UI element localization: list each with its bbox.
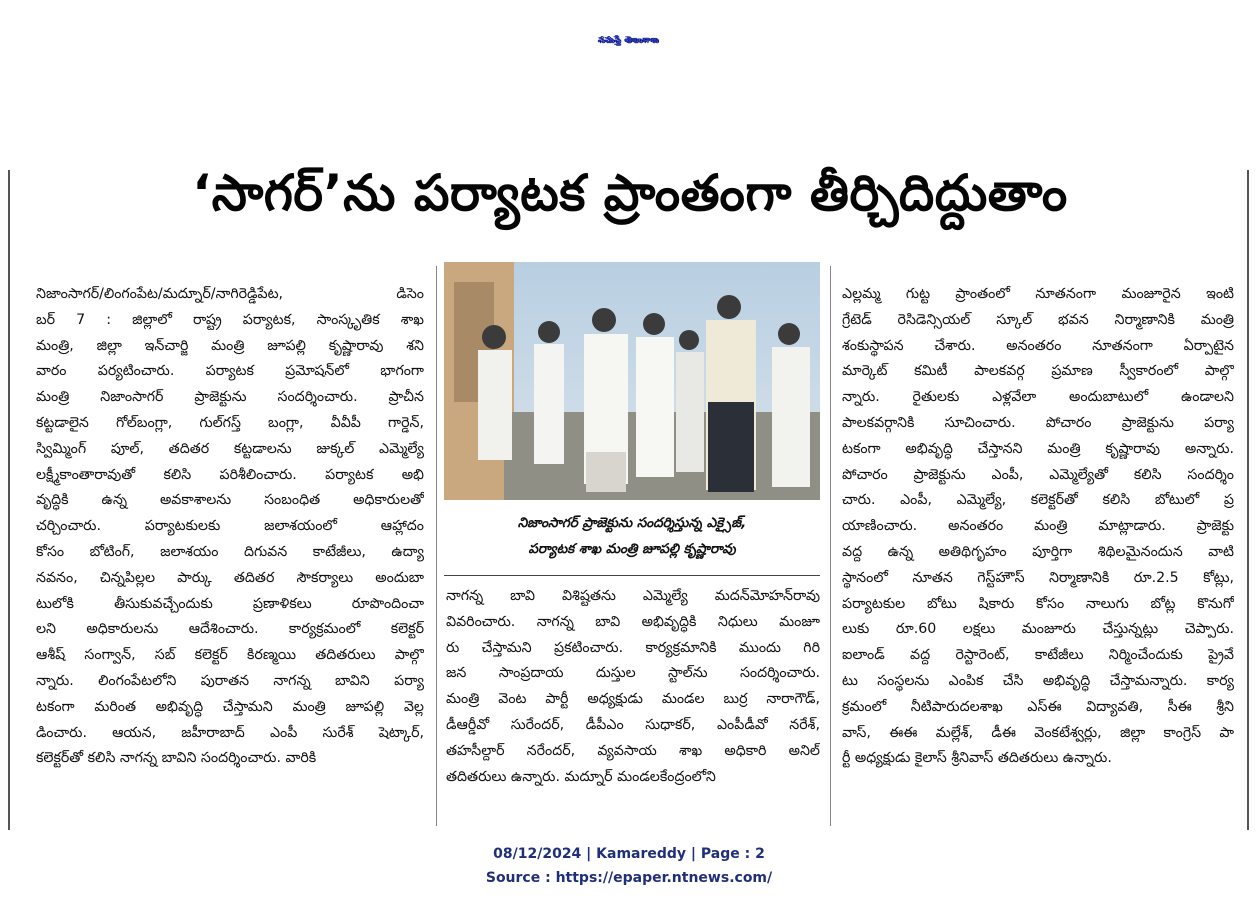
article-text-line: లని అధికారులను ఆదేశించారు. కార్యక్రమంలో కలెక్టర్ (36, 621, 424, 638)
column-divider (436, 266, 437, 826)
article-text-line: బర్ 7 : జిల్లాలో రాష్ట్ర పర్యాటక, సాంస్కృతిక శాఖ (36, 311, 424, 328)
source-link[interactable]: Source : https://epaper.ntnews.com/ (485, 870, 773, 886)
article-text-line: నిజాంసాగర్/లింగంపేట/మద్నూర్/నాగిరెడ్డిపేట, డిసెం (36, 286, 424, 302)
article-text-line: మంత్రి, జిల్లా ఇన్‌చార్జి మంత్రి జూపల్లి కృష్ణారావు శని (36, 337, 424, 354)
article-column-middle (446, 584, 820, 790)
photo-caption-line-1: నిజాంసాగర్ ప్రాజెక్టును సందర్శిస్తున్న ఎక్సైజ్, (517, 515, 747, 531)
article-photo (444, 262, 820, 500)
article-text-line: నవనం, చిన్నపిల్లల పార్కు తదితర సౌకర్యాలు అందుబా (36, 569, 424, 586)
page-border-right (1247, 170, 1249, 830)
article-text-line: న్నారు. లింగంపేటలోని పురాతన నాగన్న బావిని పర్యా (36, 672, 424, 689)
article-text-line: వివరించారు. నాగన్న బావి అభివృద్ధికి నిధులు మంజూ (446, 613, 820, 630)
article-text-line: జన సాంప్రదాయ దుస్తుల స్టాల్‌ను సందర్శించారు. (446, 665, 820, 682)
article-text-line: స్థానంలో నూతన గెస్ట్‌హౌస్ నిర్మాణానికి రూ.2.5 కోట్లు, (842, 569, 1234, 586)
article-text-line: డించారు. ఆయన, జహీరాబాద్ ఎంపీ సురేశ్ షెట్కార్, (36, 724, 424, 741)
article-text-line: కలెక్టర్‌తో కలిసి నాగన్న బావిని సందర్శించారు. వారికి (36, 750, 317, 767)
article-text-line: వద్ద ఉన్న అతిథిగృహం పూర్తిగా శిథిలమైనందున వాటి (842, 543, 1234, 560)
article-text-line: చారు. ఎంపీ, ఎమ్మెల్యే, కలెక్టర్‌తో కలిసి బోటులో ప్ర (842, 492, 1234, 509)
photo-caption-line-2: పర్యాటక శాఖ మంత్రి జూపల్లి కృష్ణారావు (528, 541, 736, 557)
article-text-line: గ్రేటెడ్ రెసిడెన్సియల్ స్కూల్ భవన నిర్మాణానికి మంత్రి (842, 311, 1234, 328)
newspaper-masthead: నమస్తే తెలంగాణ (598, 34, 660, 44)
article-text-line: టులోకి తీసుకువచ్చేందుకు ప్రణాళికలు రూపొందించా (36, 595, 424, 612)
caption-divider (444, 575, 820, 576)
photo-illustration (444, 262, 820, 500)
article-text-line: టు సంస్థలను ఎంపిక చేసి అభివృద్ధి చేస్తామన్నారు. కార్య (842, 672, 1234, 689)
article-text-line: పర్యాటకుల బోటు షికారు కోసం నాలుగు బోట్ల కొనుగో (842, 595, 1234, 612)
article-text-line: తహసీల్దార్ నరేందర్, వ్యవసాయ శాఖ అధికారి అనిల్ (446, 742, 820, 759)
article-text-line: స్విమ్మింగ్ పూల్, తదితర కట్టడాలను జుక్కల్ ఎమ్మెల్యే (36, 440, 424, 457)
article-column-right (842, 282, 1234, 772)
article-text-line: మంత్రి వెంట పార్టీ అధ్యక్షుడు మండల బుర్ర నారాగౌడ్, (446, 691, 820, 708)
article-text-line: కట్టడాలైన గోల్‌బంగ్లా, గుల్‌గస్త్ బంగ్లా, వీవీపీ గార్డెన్, (36, 414, 424, 431)
article-text-line: ఆశీష్ సంగ్వాన్, సబ్ కలెక్టర్ కిరణ్మయి తదితరులు పాల్గొ (36, 647, 424, 664)
photo-caption (444, 504, 820, 570)
article-text-line: డీఆర్డీవో సురేందర్, డీపీఎం సుధాకర్, ఎంపీడీవో నరేశ్, (446, 716, 820, 733)
article-text-line: న్నారు. రైతులకు ఎళ్లవేలా అందుబాటులో ఉండాలని (842, 389, 1234, 406)
article-text-line: మార్కెట్ కమిటీ పాలకవర్గ ప్రమాణ స్వీకారంలో పాల్గొ (842, 363, 1234, 380)
article-text-line: ఐలాండ్ వద్ద రెస్టారెంట్, కాటేజీలు నిర్మించేందుకు ప్రైవే (842, 647, 1234, 664)
article-text-line: వాస్, ఈఈ మల్లేశ్, డీఈ వెంకటేశ్వర్లు, జిల్లా కాంగ్రెస్ పా (842, 724, 1234, 741)
column-divider (830, 266, 831, 826)
article-text-line: చర్చించారు. పర్యాటకులకు జలాశయంలో ఆహ్లాదం (36, 518, 424, 535)
article-text-line: లక్ష్మీకాంతారావుతో కలిసి పరిశీలించారు. పర్యాటక అభి (36, 466, 424, 483)
article-column-left (36, 282, 424, 772)
article-text-line: టకంగా మరింత అభివృద్ధి చేస్తామని మంత్రి జూపల్లి వెల్ల (36, 698, 424, 715)
article-text-line: నాగన్న బావి విశిష్టతను ఎమ్మెల్యే మదన్‌మోహన్‌రావు (446, 588, 820, 604)
article-text-line: టకంగా అభివృద్ధి చేస్తానని మంత్రి కృష్ణారావు అన్నారు. (842, 440, 1234, 457)
page-footer (0, 842, 1258, 890)
article-text-line: ఎల్లమ్మ గుట్ట ప్రాంతంలో నూతనంగా మంజూరైన ఇంటి (842, 286, 1234, 302)
article-text-line: యాణించారు. అనంతరం మంత్రి మాట్లాడారు. ప్రాజెక్టు (842, 518, 1234, 535)
article-text-line: మంత్రి నిజాంసాగర్ ప్రాజెక్టును సందర్శించారు. ప్రాచీన (36, 389, 424, 406)
article-text-line: కోసం బోటింగ్, జలాశయం దిగువన కాటేజీలు, ఉద్యా (36, 543, 424, 560)
article-text-line: పోచారం ప్రాజెక్టును ఎంపీ, ఎమ్మెల్యేతో కలిసి సందర్శిం (842, 466, 1234, 483)
article-text-line: వారం పర్యటించారు. పర్యాటక ప్రమోషన్‌లో భాగంగా (36, 363, 424, 380)
article-text-line: శంకుస్థాపన చేశారు. అనంతరం నూతనంగా ఏర్పాటైన (842, 337, 1234, 354)
article-text-line: ర్టీ అధ్యక్షుడు కైలాస్ శ్రీనివాస్ తదితరులు ఉన్నారు. (842, 750, 1112, 767)
article-text-line: రు చేస్తామని ప్రకటించారు. కార్యక్రమానికి ముందు గిరి (446, 639, 820, 656)
page-border-left (8, 170, 10, 830)
edition-info: 08/12/2024 | Kamareddy | Page : 2 (493, 846, 765, 862)
article-headline: ‘సాగర్’ను పర్యాటక ప్రాంతంగా తీర్చిదిద్దుతాం (192, 164, 1068, 222)
article-text-line: లుకు రూ.60 లక్షలు మంజూరు చేస్తున్నట్లు చెప్పారు. (842, 621, 1234, 638)
article-text-line: క్రమంలో నీటిపారుదలశాఖ ఎస్ఈ విద్యావతి, సీఈ శ్రీని (842, 698, 1234, 715)
article-text-line: పాలకవర్గానికి సూచించారు. పోచారం ప్రాజెక్టును పర్యా (842, 414, 1234, 431)
article-text-line: వృద్ధికి ఉన్న అవకాశాలను సంబంధిత అధికారులతో (36, 492, 424, 509)
article-text-line: తదితరులు ఉన్నారు. మద్నూర్ మండలకేంద్రంలోని (446, 768, 716, 785)
